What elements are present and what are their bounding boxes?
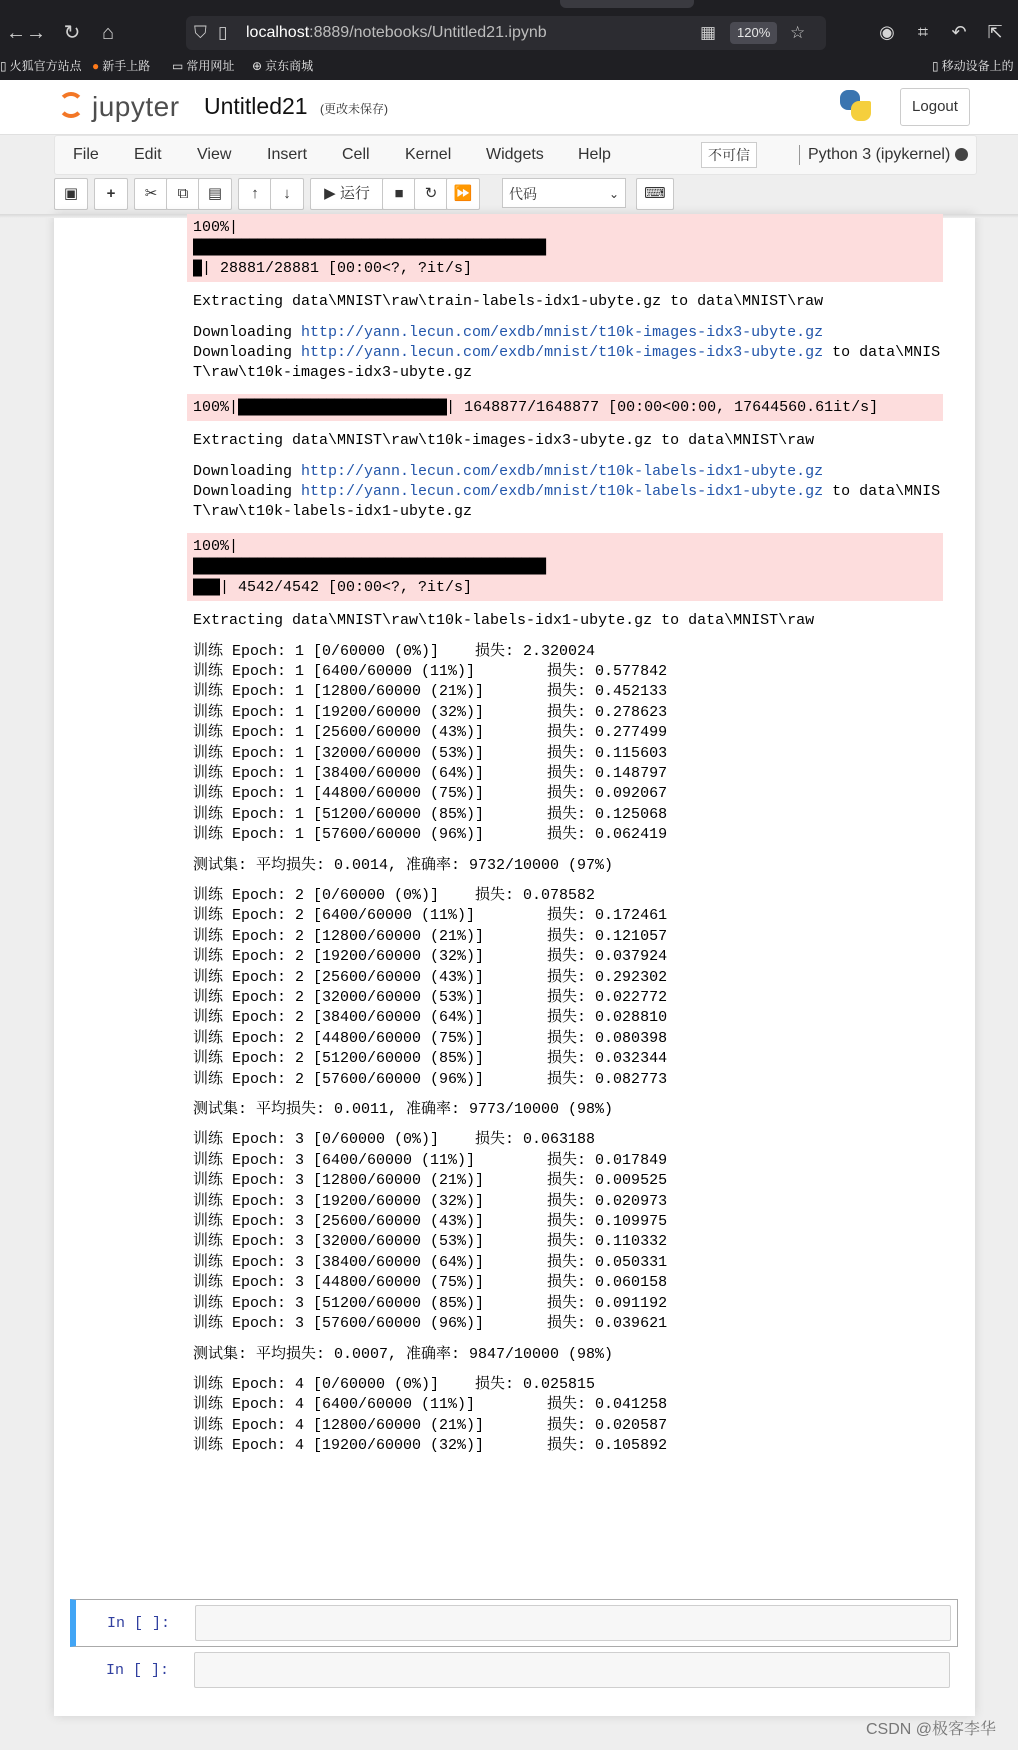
menu-help[interactable]: Help — [578, 146, 611, 163]
extensions-icon[interactable]: ⇱ — [987, 22, 1003, 42]
watermark: CSDN @极客李华 — [866, 1721, 997, 1738]
notebook-title[interactable]: Untitled21 — [204, 93, 308, 119]
play-icon: ▶ — [324, 185, 340, 202]
extract-line: Extracting data\MNIST\raw\t10k-labels-idx1-ubyte.gz to data\MNIST\raw — [193, 612, 815, 630]
download-label: Downloading — [193, 344, 302, 362]
menu-cell[interactable]: Cell — [342, 146, 370, 163]
crop-icon[interactable]: ⌗ — [917, 22, 929, 42]
address-bar[interactable] — [186, 16, 826, 50]
mobile-icon: ▯ — [932, 59, 939, 73]
cell-output-area — [193, 214, 943, 1584]
progress-bar: ████████████████████████████████████████████ — [193, 239, 546, 257]
menubar — [54, 135, 977, 175]
bookmark-label: 京东商城 — [265, 59, 314, 73]
train-log-epoch-1: 训练 Epoch: 1 [0/60000 (0%)] 损失: 2.320024 训练 Epoch: 1 [6400/60000 (11%)] 损失: 0.577842 训练 Epoch: 1 [12800/60000 (21%)] 损失: 0.452133 训练 Epoch: 1 [19200/60000 (32%)] 损失: 0.278623 训练 Epoch: 1 [25600/60000 (43%)] 损失: 0.277499 训练 Epoch: 1 [32000/60000 (53%)] 损失: 0.115603 训练 Epoch: 1 [38400/60000 (64%)] 损失: 0.148797 训练 Epoch: 1 [44800/60000 (75%)] 损失: 0.092067 训练 Epoch: 1 [51200/60000 (85%)] 损失: 0.125068 训练 Epoch: 1 [57600/60000 (96%)] 损失: 0.062419 — [193, 642, 668, 844]
bookmarks-bar — [0, 52, 1018, 80]
url-host: localhost — [246, 24, 310, 41]
account-icon[interactable]: ◉ — [879, 22, 895, 42]
progress-output — [187, 394, 943, 421]
progress-stats: | 1648877/1648877 [00:00<00:00, 17644560.61it/s] — [446, 398, 879, 416]
insert-cell-icon[interactable]: + — [94, 178, 128, 210]
jupyter-logo[interactable] — [58, 88, 198, 128]
folder-icon: ▭ — [172, 59, 184, 73]
progress-stats: ███| 4542/4542 [00:00<?, ?it/s] — [193, 578, 473, 596]
download-link[interactable]: http://yann.lecun.com/exdb/mnist/t10k-images-idx3-ubyte.gz — [301, 344, 824, 362]
download-target: to data\MNIST\raw\t10k-labels-idx1-ubyte.gz — [193, 483, 941, 521]
trusted-indicator[interactable]: 不可信 — [701, 142, 757, 168]
chevron-down-icon: ⌄ — [608, 187, 619, 201]
save-icon[interactable]: ▣ — [54, 178, 88, 210]
download-target: to data\MNIST\raw\t10k-images-idx3-ubyte.gz — [193, 344, 941, 382]
download-label: Downloading — [193, 462, 302, 480]
bookmark-common-sites[interactable] — [172, 58, 234, 74]
download-label: Downloading — [193, 483, 302, 501]
cell-type-value: 代码 — [509, 186, 537, 202]
copy-icon[interactable]: ⧉ — [166, 178, 200, 210]
firefox-icon: ● — [92, 59, 100, 73]
extract-line: Extracting data\MNIST\raw\train-labels-idx1-ubyte.gz to data\MNIST\raw — [193, 293, 824, 311]
kernel-status-indicator — [955, 148, 968, 161]
train-log-epoch-4: 训练 Epoch: 4 [0/60000 (0%)] 损失: 0.025815 训练 Epoch: 4 [6400/60000 (11%)] 损失: 0.041258 训练 Epoch: 4 [12800/60000 (21%)] 损失: 0.020587 训练 Epoch: 4 [19200/60000 (32%)] 损失: 0.105892 — [193, 1375, 668, 1455]
progress-stats: █| 28881/28881 [00:00<?, ?it/s] — [193, 259, 473, 277]
save-status: (更改未保存) — [320, 102, 388, 116]
cut-icon[interactable]: ✂ — [134, 178, 168, 210]
test-result-epoch-3: 测试集: 平均损失: 0.0007, 准确率: 9847/10000 (98%) — [193, 1345, 614, 1363]
qr-code-icon[interactable]: ▦ — [700, 23, 717, 42]
progress-output — [187, 533, 943, 601]
url-path: :8889/notebooks/Untitled21.ipynb — [309, 24, 547, 41]
jupyter-header — [0, 80, 1018, 134]
jupyter-logo-icon — [58, 92, 84, 118]
code-cell[interactable] — [70, 1647, 958, 1695]
extract-line: Extracting data\MNIST\raw\t10k-images-idx3-ubyte.gz to data\MNIST\raw — [193, 432, 815, 450]
test-result-epoch-2: 测试集: 平均损失: 0.0011, 准确率: 9773/10000 (98%) — [193, 1101, 614, 1119]
python-logo-icon — [838, 88, 874, 124]
jupyter-logo-text: jupyter — [92, 91, 180, 122]
test-result-epoch-1: 测试集: 平均损失: 0.0014, 准确率: 9732/10000 (97%) — [193, 856, 614, 874]
download-lines — [193, 462, 943, 523]
code-editor[interactable] — [195, 1605, 951, 1641]
download-link[interactable]: http://yann.lecun.com/exdb/mnist/t10k-labels-idx1-ubyte.gz — [301, 462, 824, 480]
train-log-epoch-2: 训练 Epoch: 2 [0/60000 (0%)] 损失: 0.078582 训练 Epoch: 2 [6400/60000 (11%)] 损失: 0.172461 训练 Epoch: 2 [12800/60000 (21%)] 损失: 0.121057 训练 Epoch: 2 [19200/60000 (32%)] 损失: 0.037924 训练 Epoch: 2 [25600/60000 (43%)] 损失: 0.292302 训练 Epoch: 2 [32000/60000 (53%)] 损失: 0.022772 训练 Epoch: 2 [38400/60000 (64%)] 损失: 0.028810 训练 Epoch: 2 [44800/60000 (75%)] 损失: 0.080398 训练 Epoch: 2 [51200/60000 (85%)] 损失: 0.032344 训练 Epoch: 2 [57600/60000 (96%)] 损失: 0.082773 — [193, 886, 668, 1088]
restart-icon[interactable]: ↻ — [414, 178, 448, 210]
bookmark-label: 新手上路 — [102, 59, 151, 73]
menu-insert[interactable]: Insert — [267, 146, 308, 163]
restart-run-all-icon[interactable]: ⏩ — [446, 178, 480, 210]
download-link[interactable]: http://yann.lecun.com/exdb/mnist/t10k-images-idx3-ubyte.gz — [301, 323, 824, 341]
bookmark-getting-started[interactable] — [92, 58, 150, 74]
logout-button[interactable]: Logout — [900, 88, 970, 126]
folder-icon: ▯ — [0, 59, 7, 73]
page-info-icon[interactable]: ▯ — [218, 23, 228, 42]
bookmark-label: 火狐官方站点 — [9, 59, 82, 73]
zoom-level[interactable]: 120% — [730, 22, 777, 44]
url-text[interactable] — [246, 23, 547, 43]
interrupt-icon[interactable]: ■ — [382, 178, 416, 210]
home-icon[interactable]: ⌂ — [101, 22, 115, 44]
progress-percent: 100%| — [193, 219, 239, 236]
input-prompt: In [ ]: — [107, 1615, 171, 1632]
paste-icon[interactable]: ▤ — [198, 178, 232, 210]
progress-output — [187, 214, 943, 282]
globe-icon: ⊕ — [252, 59, 263, 73]
code-editor[interactable] — [194, 1652, 950, 1688]
reload-icon[interactable]: ↻ — [63, 22, 81, 44]
input-prompt: In [ ]: — [106, 1662, 170, 1679]
bookmark-label: 移动设备上的 — [941, 59, 1014, 73]
train-log-epoch-3: 训练 Epoch: 3 [0/60000 (0%)] 损失: 0.063188 训练 Epoch: 3 [6400/60000 (11%)] 损失: 0.017849 训练 Epoch: 3 [12800/60000 (21%)] 损失: 0.009525 训练 Epoch: 3 [19200/60000 (32%)] 损失: 0.020973 训练 Epoch: 3 [25600/60000 (43%)] 损失: 0.109975 训练 Epoch: 3 [32000/60000 (53%)] 损失: 0.110332 训练 Epoch: 3 [38400/60000 (64%)] 损失: 0.050331 训练 Epoch: 3 [44800/60000 (75%)] 损失: 0.060158 训练 Epoch: 3 [51200/60000 (85%)] 损失: 0.091192 训练 Epoch: 3 [57600/60000 (96%)] 损失: 0.039621 — [193, 1131, 668, 1333]
menu-edit[interactable]: Edit — [134, 146, 162, 163]
progress-bar: ██████████████████████████ — [238, 398, 447, 416]
bookmark-label: 常用网址 — [186, 59, 235, 73]
bookmark-jd[interactable] — [252, 58, 313, 74]
back-icon[interactable]: ← — [6, 22, 26, 44]
shield-icon[interactable]: ⛉ — [194, 23, 207, 42]
run-label: 运行 — [339, 185, 370, 202]
code-cell-selected[interactable] — [70, 1599, 958, 1647]
progress-bar: ████████████████████████████████████████████ — [193, 558, 546, 576]
menu-view[interactable]: View — [197, 146, 232, 163]
active-tab[interactable] — [560, 0, 694, 8]
bookmark-star-icon[interactable]: ☆ — [790, 23, 806, 42]
menu-kernel[interactable]: Kernel — [405, 146, 452, 163]
progress-percent: 100%| — [193, 398, 239, 416]
run-button[interactable] — [310, 178, 384, 210]
cell-type-select[interactable] — [502, 178, 626, 208]
menu-file[interactable]: File — [73, 146, 99, 163]
undo-icon[interactable]: ↶ — [951, 22, 967, 42]
move-down-icon[interactable]: ↓ — [270, 178, 304, 210]
download-link[interactable]: http://yann.lecun.com/exdb/mnist/t10k-labels-idx1-ubyte.gz — [301, 483, 824, 501]
bookmark-mobile[interactable] — [932, 58, 1014, 74]
download-lines — [193, 323, 943, 384]
notebook-toolbar — [54, 178, 975, 210]
move-up-icon[interactable]: ↑ — [238, 178, 272, 210]
kernel-name[interactable]: Python 3 (ipykernel) — [799, 145, 950, 165]
progress-percent: 100%| — [193, 537, 239, 555]
keyboard-icon[interactable]: ⌨ — [636, 178, 674, 210]
bookmark-firefox-official[interactable] — [0, 58, 82, 74]
download-label: Downloading — [193, 323, 302, 341]
menu-widgets[interactable]: Widgets — [486, 146, 544, 163]
forward-icon[interactable]: → — [26, 22, 46, 44]
